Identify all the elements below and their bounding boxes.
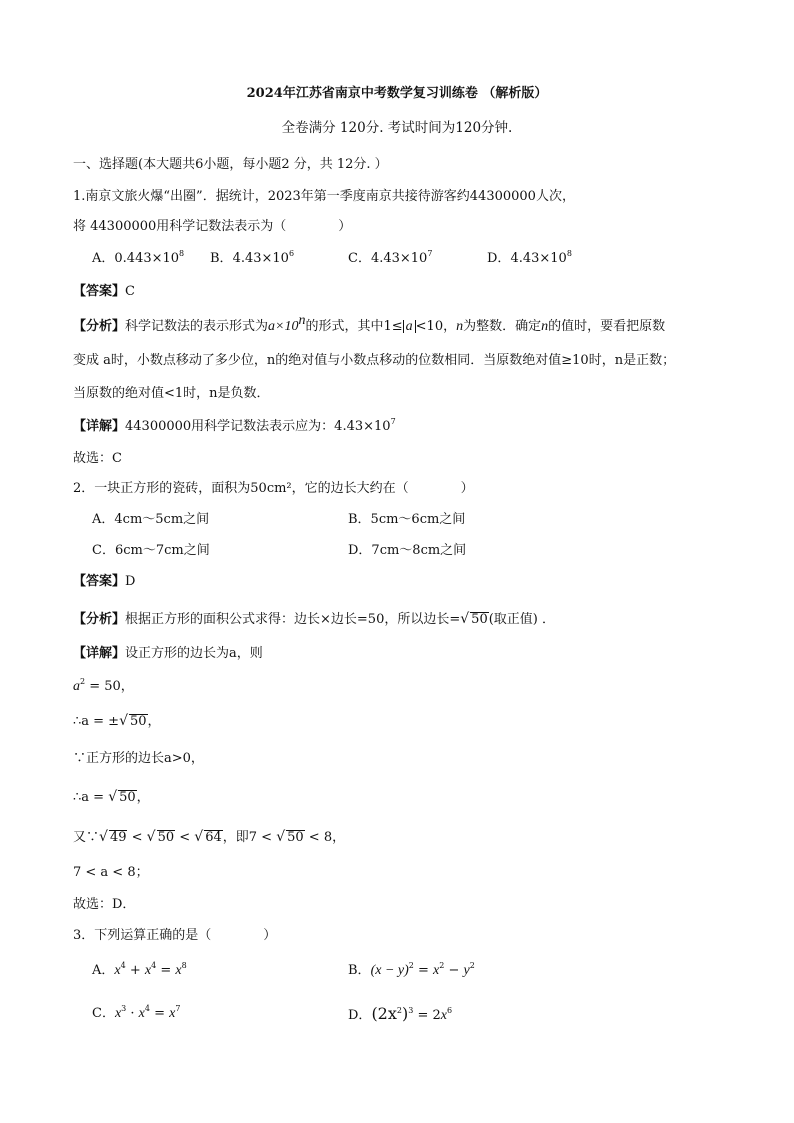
q2-answer: 【答案】D <box>73 574 136 589</box>
q2-step1: $a^2 = 50$， <box>73 677 134 694</box>
q1-analysis-line3: 当原数的绝对值<1时，n是负数． <box>73 386 270 401</box>
doc-subtitle: 全卷满分 120分. 考试时间为120分钟. <box>281 120 513 136</box>
q3-option-a: A．$x^4 + x^4 = x^8$ <box>92 961 187 978</box>
q1-analysis-line2: 变成 a时，小数点移动了多少位，n的绝对值与小数点移动的位数相同．当原数绝对值≥10时，n是正数； <box>73 353 676 368</box>
q1-detail: 【详解】44300000用科学记数法表示应为：$4.43\times 10^7$ <box>73 417 396 434</box>
q2-conclusion: 故选：D． <box>73 897 136 912</box>
q3-option-c: C．$x^3 \cdot x^4 = x^7$ <box>92 1004 181 1021</box>
q1-option-a: A．$0.443\times 10^8$ <box>92 249 185 266</box>
q3-option-d: D．$(2x^2)^3 = 2x^6$ <box>348 1004 453 1023</box>
q3-option-b: B．$(x - y)^2 = x^2 - y^2$ <box>348 961 475 978</box>
q2-stem: 2．一块正方形的瓷砖，面积为50cm²，它的边长大约在（ ） <box>73 481 474 496</box>
q2-step4: ∴a = √ 50， <box>73 789 150 805</box>
q2-step5: 又∵√ 49 < √ 50 < √ 64，即7 < √ 50 < 8， <box>73 829 346 845</box>
q2-option-b: B．5cm～6cm之间 <box>348 512 466 527</box>
q3-stem: 3．下列运算正确的是（ ） <box>73 928 277 943</box>
q2-step6: 7 < a < 8； <box>73 865 149 880</box>
q2-option-d: D．7cm～8cm之间 <box>348 543 467 558</box>
q2-option-c: C．6cm～7cm之间 <box>92 543 210 558</box>
q2-detail: 【详解】设正方形的边长为a，则 <box>73 646 263 661</box>
q2-analysis: 【分析】根据正方形的面积公式求得：边长×边长=50，所以边长=√ 50(取正值) ． <box>73 611 555 627</box>
q1-option-d: D．$4.43\times 10^8$ <box>487 249 572 266</box>
q1-stem-line1: 1.南京文旅火爆“出圈”．据统计，2023年第一季度南京共接待游客约44300000人次， <box>73 189 575 204</box>
q1-conclusion: 故选：C <box>73 451 122 466</box>
q2-option-a: A．4cm～5cm之间 <box>92 512 210 527</box>
q1-option-b: B．$4.43\times 10^6$ <box>210 249 295 266</box>
q1-answer: 【答案】C <box>73 284 135 299</box>
q2-step3: ∵正方形的边长a>0， <box>73 751 204 766</box>
doc-title: 2024年江苏省南京中考数学复习训练卷 （解析版） <box>246 86 548 101</box>
q2-step2: ∴a = ±√ 50， <box>73 713 161 729</box>
q1-option-c: C．$4.43\times 10^7$ <box>348 249 433 266</box>
section-heading: 一、选择题(本大题共6小题，每小题2 分，共 12分. ） <box>73 157 388 172</box>
q1-analysis-line1: 【分析】科学记数法的表示形式为$a\times 10^n$的形式，其中1≤ a <10，n为整数．确定n的值时，要看把原数 <box>73 313 666 334</box>
q1-stem-line2: 将 44300000用科学记数法表示为（ ） <box>73 219 352 234</box>
